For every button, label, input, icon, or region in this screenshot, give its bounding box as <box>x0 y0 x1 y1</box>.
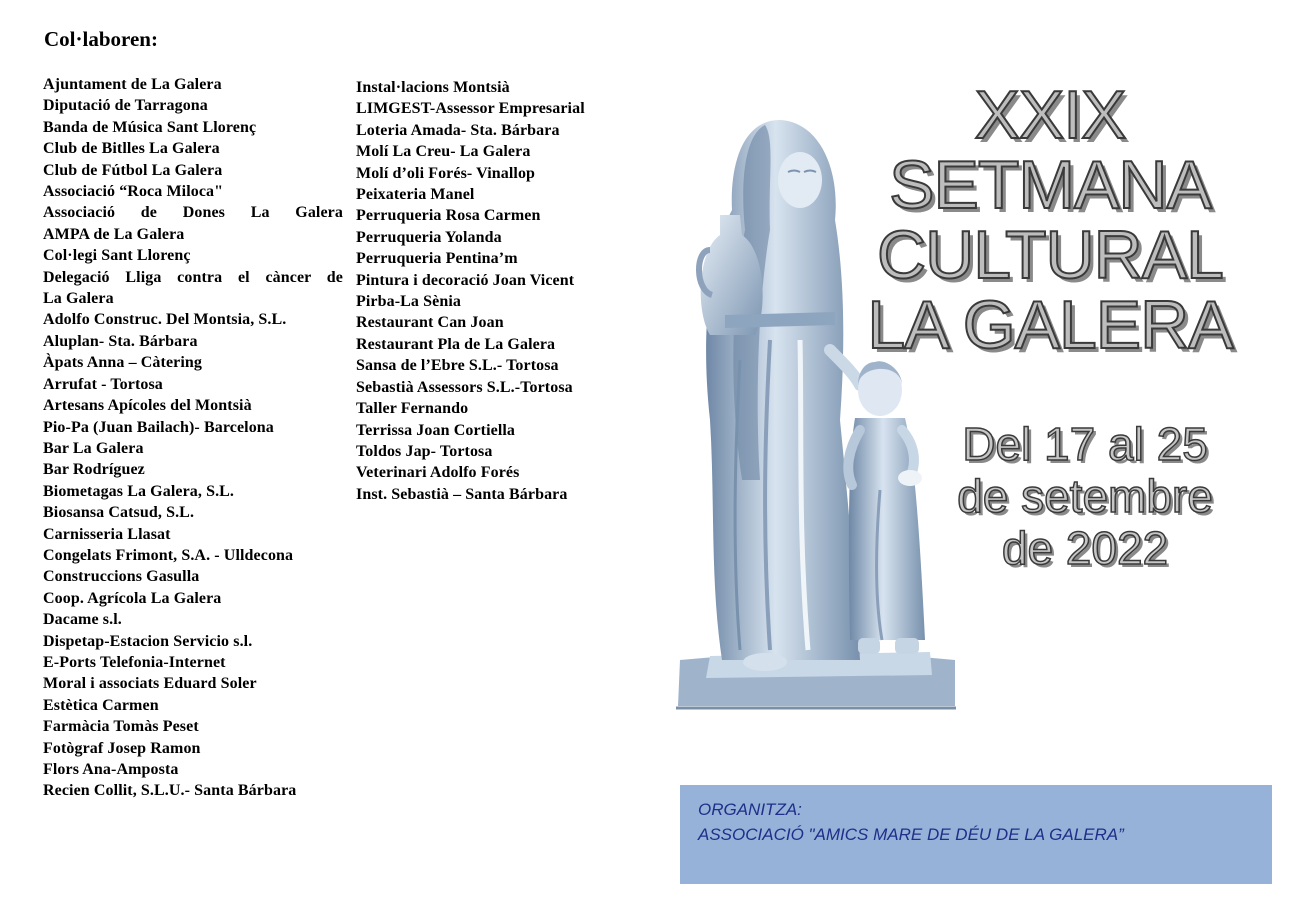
collaborator-item: Farmàcia Tomàs Peset <box>43 718 199 736</box>
collaborator-item: Biosansa Catsud, S.L. <box>43 504 195 522</box>
collaborator-item: Diputació de Tarragona <box>43 97 208 115</box>
collaborator-item: Flors Ana-Amposta <box>43 761 179 778</box>
collaborator-item: Bar La Galera <box>43 439 144 457</box>
title-line: CULTURAL <box>877 217 1223 293</box>
collaborators-list-right <box>356 77 636 505</box>
collaborator-item: Dispetap-Estacion Servicio s.l. <box>43 632 253 650</box>
collaborator-item: Toldos Jap- Tortosa <box>356 442 493 460</box>
collaborator-item: Restaurant Can Joan <box>356 314 504 332</box>
collaborator-item: Àpats Anna – Càtering <box>43 354 203 372</box>
collaborator-item: Club de Fútbol La Galera <box>43 161 223 179</box>
collaborator-item: Molí La Creu- La Galera <box>356 143 531 161</box>
organizer-box <box>680 785 1272 884</box>
collaborator-item: Adolfo Construc. Del Montsia, S.L. <box>43 311 287 329</box>
collaborator-item: Recien Collit, S.L.U.- Santa Bárbara <box>43 782 297 800</box>
collaborator-item: Artesans Apícoles del Montsià <box>43 397 252 415</box>
collaborator-item: Aluplan- Sta. Bárbara <box>43 332 198 350</box>
collaborators-list-left <box>43 74 343 802</box>
title-line: SETMANA <box>889 147 1211 223</box>
collaborator-item: Perruqueria Rosa Carmen <box>356 207 541 225</box>
collaborator-item: Peixateria Manel <box>356 186 475 204</box>
collaborator-item: Pirba-La Sènia <box>356 293 461 311</box>
collaborator-item: Perruqueria Yolanda <box>356 228 502 246</box>
collaborator-item: Veterinari Adolfo Forés <box>356 464 520 482</box>
collaborators-heading: Col·laboren: <box>44 27 158 51</box>
collaborator-item: Loteria Amada- Sta. Bárbara <box>356 121 560 139</box>
collaborator-item: E-Ports Telefonia-Internet <box>43 653 226 671</box>
collaborator-item: Dacame s.l. <box>43 611 122 629</box>
collaborator-item: Inst. Sebastià – Santa Bárbara <box>356 485 568 503</box>
collaborator-item: Pintura i decoració Joan Vicent <box>356 271 575 289</box>
collaborator-item: Delegació Lliga contra el càncer de <box>43 268 343 286</box>
collaborator-item: Ajuntament de La Galera <box>43 76 222 93</box>
dates-line: de 2022 <box>1001 522 1169 574</box>
collaborator-item: LIMGEST-Assessor Empresarial <box>356 100 585 118</box>
collaborator-item: Associació de Dones La Galera <box>43 204 343 222</box>
collaborator-item: Sebastià Assessors S.L.-Tortosa <box>356 378 573 396</box>
collaborator-item: Moral i associats Eduard Soler <box>43 675 257 693</box>
title-line: LA GALERA <box>867 287 1233 363</box>
collaborator-item: Biometagas La Galera, S.L. <box>43 482 235 500</box>
collaborator-item: Instal·lacions Montsià <box>356 79 510 96</box>
collaborator-item: Col·legi Sant Llorenç <box>43 247 191 265</box>
collaborator-item: AMPA de La Galera <box>43 225 185 243</box>
collaborator-item: La Galera <box>43 290 114 308</box>
collaborator-item: Estètica Carmen <box>43 696 159 714</box>
collaborator-item: Restaurant Pla de La Galera <box>356 335 556 353</box>
title-line: XXIX <box>974 77 1126 153</box>
collaborator-item: Congelats Frimont, S.A. - Ulldecona <box>43 546 294 564</box>
organizer-label: ORGANITZA: <box>698 800 802 819</box>
collaborator-item: Pio-Pa (Juan Bailach)- Barcelona <box>43 418 274 436</box>
collaborator-item: Bar Rodríguez <box>43 461 145 479</box>
collaborator-item: Perruqueria Pentina’m <box>356 250 518 268</box>
collaborator-item: Club de Bitlles La Galera <box>43 140 220 158</box>
collaborator-item: Associació “Roca Miloca" <box>43 183 224 201</box>
collaborator-item: Construccions Gasulla <box>43 568 200 586</box>
collaborator-item: Fotògraf Josep Ramon <box>43 739 201 757</box>
collaborator-item: Molí d’oli Forés- Vinallop <box>356 164 536 182</box>
collaborator-item: Coop. Agrícola La Galera <box>43 589 222 607</box>
collaborator-item: Taller Fernando <box>356 400 469 418</box>
dates-line: Del 17 al 25 <box>962 418 1208 470</box>
event-dates <box>930 418 1240 574</box>
collaborator-item: Sansa de l’Ebre S.L.- Tortosa <box>356 357 559 375</box>
organizer-name: ASSOCIACIÓ "AMICS MARE DE DÉU DE LA GALERA” <box>698 825 1124 844</box>
dates-line: de setembre <box>957 470 1213 522</box>
event-title <box>860 77 1240 363</box>
collaborator-item: Arrufat - Tortosa <box>43 375 163 393</box>
collaborator-item: Terrissa Joan Cortiella <box>356 421 516 439</box>
collaborator-item: Banda de Música Sant Llorenç <box>43 118 257 136</box>
collaborator-item: Carnisseria Llasat <box>43 525 171 543</box>
